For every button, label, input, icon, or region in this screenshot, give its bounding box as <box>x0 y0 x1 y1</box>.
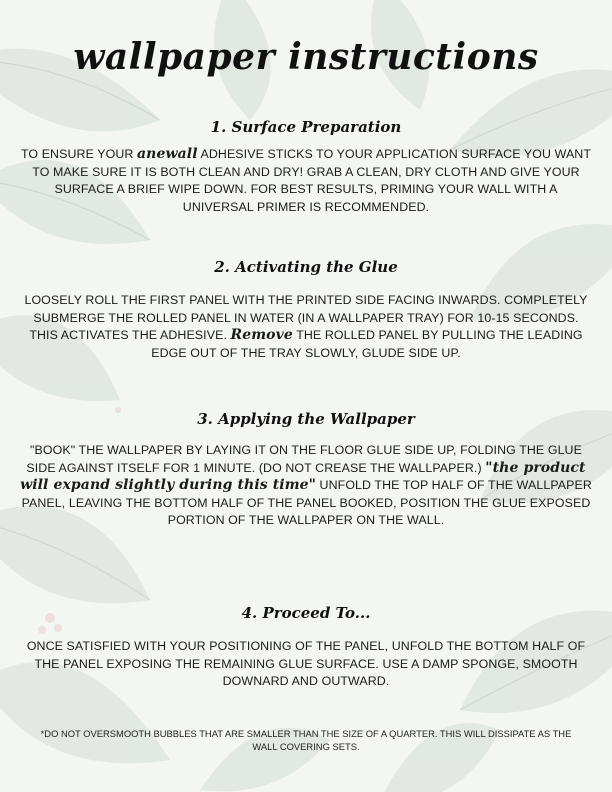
section-heading: 3. Applying the Wallpaper <box>197 410 415 428</box>
script-note: "the product will expand slightly during this time" <box>20 459 586 493</box>
section-body: LOOSELY ROLL THE FIRST PANEL WITH THE PRINTED SIDE FACING INWARDS. COMPLETELY SUBMERGE THE ROLLED PANEL IN WATER (IN A WALLPAPER TRAY) FOR 10-15 SECONDS. THIS ACTIVATES THE ADHESIVE. Remove THE ROLLED PANEL BY PULLING THE LEADING EDGE OUT OF THE TRAY SLOWLY, GLUDE SIDE UP. <box>24 293 588 360</box>
script-emphasis: Remove <box>230 327 293 343</box>
section-surface-preparation <box>20 118 592 216</box>
section-activating-glue <box>20 258 592 362</box>
section-proceed-to <box>20 604 592 691</box>
section-body: "BOOK" THE WALLPAPER BY LAYING IT ON THE FLOOR GLUE SIDE UP, FOLDING THE GLUE SIDE AGAINST ITSELF FOR 1 MINUTE. (DO NOT CREASE THE WALLPAPER.) "the product will expand slightly during this time" UNFOLD THE TOP HALF OF THE WALLPAPER PANEL, LEAVING THE BOTTOM HALF OF THE PANEL BOOKED, POSITION THE GLUE EXPOSED PORTION OF THE WALLPAPER ON THE WALL. <box>20 443 592 527</box>
section-heading: 2. Activating the Glue <box>214 258 398 276</box>
brand-name: anewall <box>137 146 198 162</box>
footnote: *DO NOT OVERSMOOTH BUBBLES THAT ARE SMALLER THAN THE SIZE OF A QUARTER. THIS WILL DISSIPATE AS THE WALL COVERING SETS. <box>40 728 572 752</box>
section-body: ONCE SATISFIED WITH YOUR POSITIONING OF THE PANEL, UNFOLD THE BOTTOM HALF OF THE PANEL EXPOSING THE REMAINING GLUE SURFACE. USE A DAMP SPONGE, SMOOTH DOWNARD AND OUTWARD. <box>26 639 586 688</box>
page-title: wallpaper instructions <box>73 36 539 78</box>
section-applying-wallpaper <box>20 410 592 530</box>
section-heading: 4. Proceed To... <box>241 604 371 622</box>
section-body: TO ENSURE YOUR anewall ADHESIVE STICKS TO YOUR APPLICATION SURFACE YOU WANT TO MAKE SURE IT IS BOTH CLEAN AND DRY! GRAB A CLEAN, DRY CLOTH AND GIVE YOUR SURFACE A BRIEF WIPE DOWN. FOR BEST RESULTS, PRIMING YOUR WALL WITH A UNIVERSAL PRIMER IS RECOMMENDED. <box>20 146 592 214</box>
section-heading: 1. Surface Preparation <box>210 118 402 136</box>
